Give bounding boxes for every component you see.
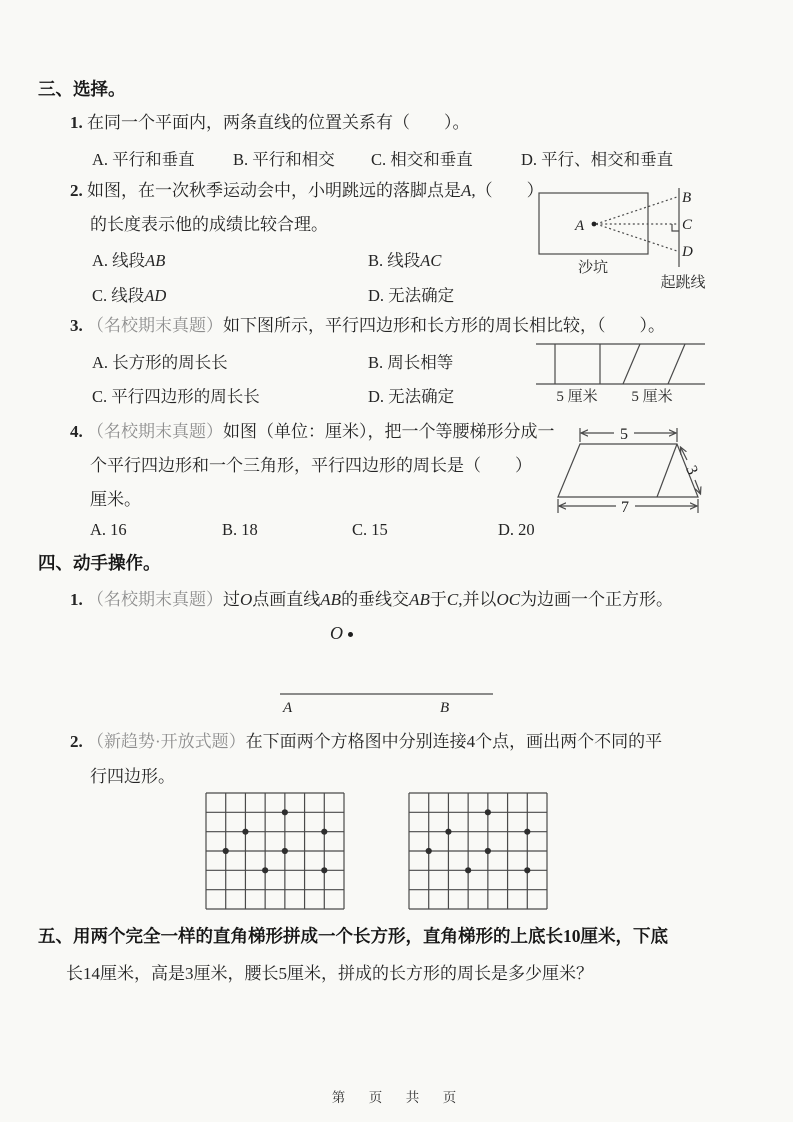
section-four-title: 四、动手操作。 [38, 554, 161, 574]
point-c-label: C [682, 217, 693, 233]
parallelogram-right-side [668, 344, 685, 384]
section4-question-2 [70, 731, 662, 752]
s4q1-tag: （名校期末真题） [87, 590, 223, 609]
dividing-line [657, 444, 677, 497]
line-a-label: A [283, 700, 293, 716]
right-angle-mark [672, 224, 679, 231]
question-4-number: 4. [70, 422, 83, 441]
question-2-text-part1: 如图，在一次秋季运动会中，小明跳远的落脚点是 [87, 181, 461, 200]
dot-grid-right [408, 792, 548, 910]
s4q2-number: 2. [70, 732, 83, 751]
question-2-number: 2. [70, 181, 83, 200]
q2-option-c: C. 线段AD [92, 286, 167, 305]
parallel-lines-figure [530, 335, 715, 407]
q1-option-a: A. 平行和垂直 [92, 150, 195, 169]
question-2-point-a: A [461, 181, 472, 200]
question-4-line1: 如图（单位：厘米），把一个等腰梯形分成一 [223, 422, 555, 441]
sandpit-label: 沙坑 [577, 260, 609, 276]
sandpit-figure [535, 180, 725, 298]
point-o-dot [348, 632, 353, 637]
side-dim-label: 3 [682, 463, 701, 478]
point-d-label: D [682, 244, 693, 260]
q4-option-c: C. 15 [352, 520, 388, 539]
s4q2-line2: 行四边形。 [90, 767, 175, 786]
parallelogram-left-side [623, 344, 640, 384]
q1-option-b: B. 平行和相交 [233, 150, 335, 169]
question-3-text: 如下图所示，平行四边形和长方形的周长相比较，（ ）。 [223, 316, 665, 335]
section-three-title: 三、选择。 [38, 80, 126, 100]
question-1-number: 1. [70, 113, 83, 132]
q2-option-a: A. 线段AB [92, 251, 166, 270]
dot-grid-left [205, 792, 345, 910]
footer-page-number: 第 页 共 页 [331, 1090, 462, 1105]
question-1 [70, 112, 470, 133]
q3-option-b: B. 周长相等 [368, 353, 454, 372]
s4q1-number: 1. [70, 590, 83, 609]
s4q2-line1: 在下面两个方格图中分别连接4个点，画出两个不同的平 [245, 732, 663, 751]
top-dim-label: 5 [620, 426, 628, 443]
q3-option-a: A. 长方形的周长长 [92, 353, 228, 372]
question-3-number: 3. [70, 316, 83, 335]
section-five-text1: 五、用两个完全一样的直角梯形拼成一个长方形，直角梯形的上底长10厘米，下底 [38, 926, 668, 946]
segment-ad [596, 224, 677, 251]
question-2-text-part2: ,（ ） [471, 181, 544, 200]
question-3-tag: （名校期末真题） [87, 316, 223, 335]
q3-option-d: D. 无法确定 [368, 387, 455, 406]
q4-option-b: B. 18 [222, 520, 258, 539]
question-1-text: 在同一个平面内，两条直线的位置关系有（ ）。 [87, 113, 470, 132]
section-five-line2: 长14厘米，高是3厘米，腰长5厘米，拼成的长方形的周长是多少厘米？ [66, 964, 593, 983]
question-3 [70, 315, 665, 336]
segment-ab [596, 197, 677, 224]
q4-option-d: D. 20 [498, 520, 535, 539]
bottom-dim-label: 7 [621, 499, 629, 516]
q3-option-c: C. 平行四边形的周长长 [92, 387, 260, 406]
trapezoid-figure [550, 418, 710, 518]
q2-option-d: D. 无法确定 [368, 286, 455, 305]
point-b-label: B [682, 190, 692, 206]
rect-width-label: 5 厘米 [556, 389, 598, 405]
q1-option-c: C. 相交和垂直 [371, 150, 473, 169]
point-o [330, 622, 353, 645]
q4-option-a: A. 16 [90, 520, 127, 539]
para-width-label: 5 厘米 [631, 389, 673, 405]
takeoff-line-label: 起跳线 [660, 275, 706, 291]
question-4-line2: 个平行四边形和一个三角形，平行四边形的周长是（ ） [90, 456, 532, 475]
section-five-line1 [38, 926, 668, 948]
point-a-label: A [575, 218, 585, 234]
point-a-dot [592, 222, 597, 227]
question-4 [70, 421, 555, 442]
side-dim-arrow-up [681, 447, 688, 460]
trapezoid-outline [558, 444, 698, 497]
question-4-line3: 厘米。 [90, 490, 141, 509]
point-o-label: O [330, 623, 343, 643]
section4-question-1: 1. （名校期末真题）过O点画直线AB的垂线交AB于C,并以OC为边画一个正方形。 [70, 590, 674, 609]
q1-option-d: D. 平行、相交和垂直 [521, 150, 674, 169]
question-4-tag: （名校期末真题） [87, 422, 223, 441]
s4q2-tag: （新趋势·开放式题） [87, 732, 246, 751]
line-b-label: B [440, 700, 450, 716]
question-2 [70, 180, 544, 201]
q2-option-b: B. 线段AC [368, 251, 442, 270]
question-2-line2: 的长度表示他的成绩比较合理。 [90, 215, 328, 234]
line-ab-figure [272, 670, 500, 716]
